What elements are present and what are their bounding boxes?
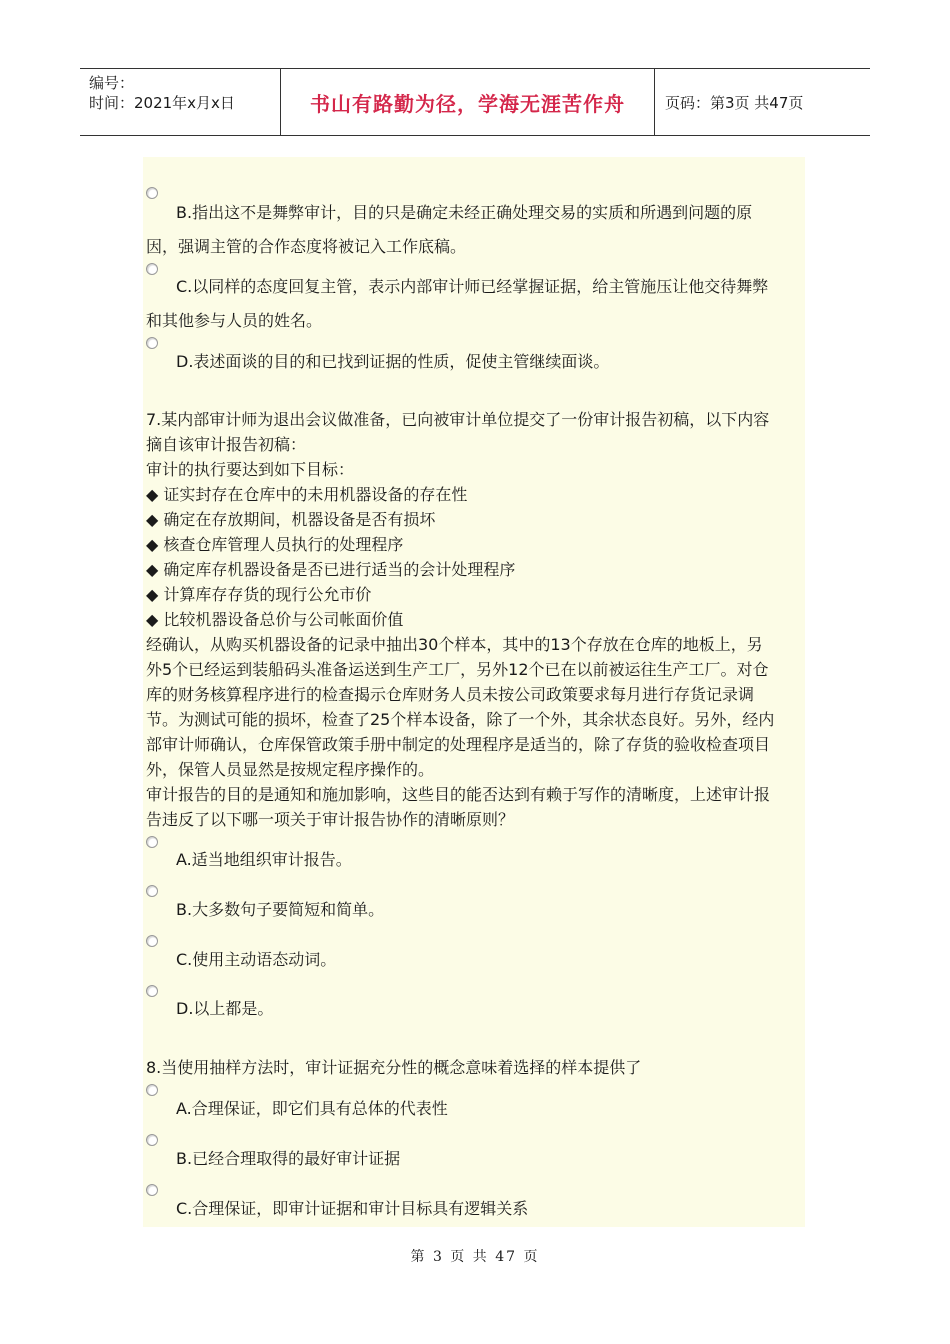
- q6-option-b-line1: B.指出这不是舞弊审计，目的只是确定未经正确处理交易的实质和所遇到问题的原: [176, 203, 753, 222]
- q7-line: 库的财务核算程序进行的检查揭示仓库财务人员未按公司政策要求每月进行存货记录调: [146, 685, 755, 704]
- q7-objective: ◆ 核查仓库管理人员执行的处理程序: [146, 535, 404, 554]
- q7-objective: ◆ 比较机器设备总价与公司帐面价值: [146, 610, 404, 629]
- q7-line: 外5个已经运到装船码头准备运送到生产工厂，另外12个已在以前被运往生产工厂。对仓: [146, 660, 769, 679]
- document-time-label: 时间：2021年x月x日: [89, 94, 235, 112]
- radio-button-icon[interactable]: [146, 1134, 158, 1146]
- q7-objective: ◆ 确定在存放期间，机器设备是否有损坏: [146, 510, 436, 529]
- q7-line: 审计的执行要达到如下目标：: [146, 460, 355, 479]
- document-number-label: 编号：: [89, 74, 135, 92]
- header-page-info: 页码：第3页 共47页: [665, 93, 804, 112]
- q8-option-label: A.合理保证，即它们具有总体的代表性: [176, 1099, 448, 1118]
- q7-line: 外，保管人员显然是按规定程序操作的。: [146, 760, 435, 779]
- q8-option-label: C.合理保证，即审计证据和审计目标具有逻辑关系: [176, 1199, 529, 1218]
- radio-button-icon[interactable]: [146, 935, 158, 947]
- radio-button-icon[interactable]: [146, 187, 158, 199]
- header-left-cell: [80, 69, 281, 135]
- radio-button-icon[interactable]: [146, 1084, 158, 1096]
- q7-objective: ◆ 确定库存机器设备是否已进行适当的会计处理程序: [146, 560, 516, 579]
- q7-line: 经确认，从购买机器设备的记录中抽出30个样本，其中的13个存放在仓库的地板上，另: [146, 635, 763, 654]
- q7-option-label: C.使用主动语态动词。: [176, 950, 337, 969]
- q7-line: 节。为测试可能的损坏，检查了25个样本设备，除了一个外，其余状态良好。另外，经内: [146, 710, 775, 729]
- q7-objective: ◆ 证实封存在仓库中的未用机器设备的存在性: [146, 485, 468, 504]
- q7-objective: ◆ 计算库存存货的现行公允市价: [146, 585, 372, 604]
- q6-option-c-line2: 和其他参与人员的姓名。: [146, 311, 323, 330]
- q7-option-label: D.以上都是。: [176, 999, 274, 1018]
- radio-button-icon[interactable]: [146, 1184, 158, 1196]
- q7-line: 部审计师确认，仓库保管政策手册中制定的处理程序是适当的，除了存货的验收检查项目: [146, 735, 771, 754]
- page-header: [80, 68, 870, 136]
- q7-line: 告违反了以下哪一项关于审计报告协作的清晰原则？: [146, 810, 515, 829]
- page-footer: 第 3 页 共 47 页: [410, 1249, 540, 1265]
- radio-button-icon[interactable]: [146, 985, 158, 997]
- q7-option-label: A.适当地组织审计报告。: [176, 850, 352, 869]
- radio-button-icon[interactable]: [146, 263, 158, 275]
- q8-option-label: B.已经合理取得的最好审计证据: [176, 1149, 401, 1168]
- radio-button-icon[interactable]: [146, 337, 158, 349]
- q7-line: 审计报告的目的是通知和施加影响，这些目的能否达到有赖于写作的清晰度，上述审计报: [146, 785, 771, 804]
- q6-option-b-line2: 因，强调主管的合作态度将被记入工作底稿。: [146, 237, 467, 256]
- radio-button-icon[interactable]: [146, 885, 158, 897]
- q7-line: 7.某内部审计师为退出会议做准备，已向被审计单位提交了一份审计报告初稿，以下内容: [146, 410, 770, 429]
- q6-option-c-line1: C.以同样的态度回复主管，表示内部审计师已经掌握证据，给主管施压让他交待舞弊: [176, 277, 769, 296]
- q7-option-label: B.大多数句子要简短和简单。: [176, 900, 385, 919]
- q6-option-d-line1: D.表述面谈的目的和已找到证据的性质，促使主管继续面谈。: [176, 352, 610, 371]
- q8-stem: 8.当使用抽样方法时，审计证据充分性的概念意味着选择的样本提供了: [146, 1058, 642, 1077]
- q7-line: 摘自该审计报告初稿：: [146, 435, 307, 454]
- radio-button-icon[interactable]: [146, 836, 158, 848]
- header-motto: 书山有路勤为径，学海无涯苦作舟: [281, 69, 655, 135]
